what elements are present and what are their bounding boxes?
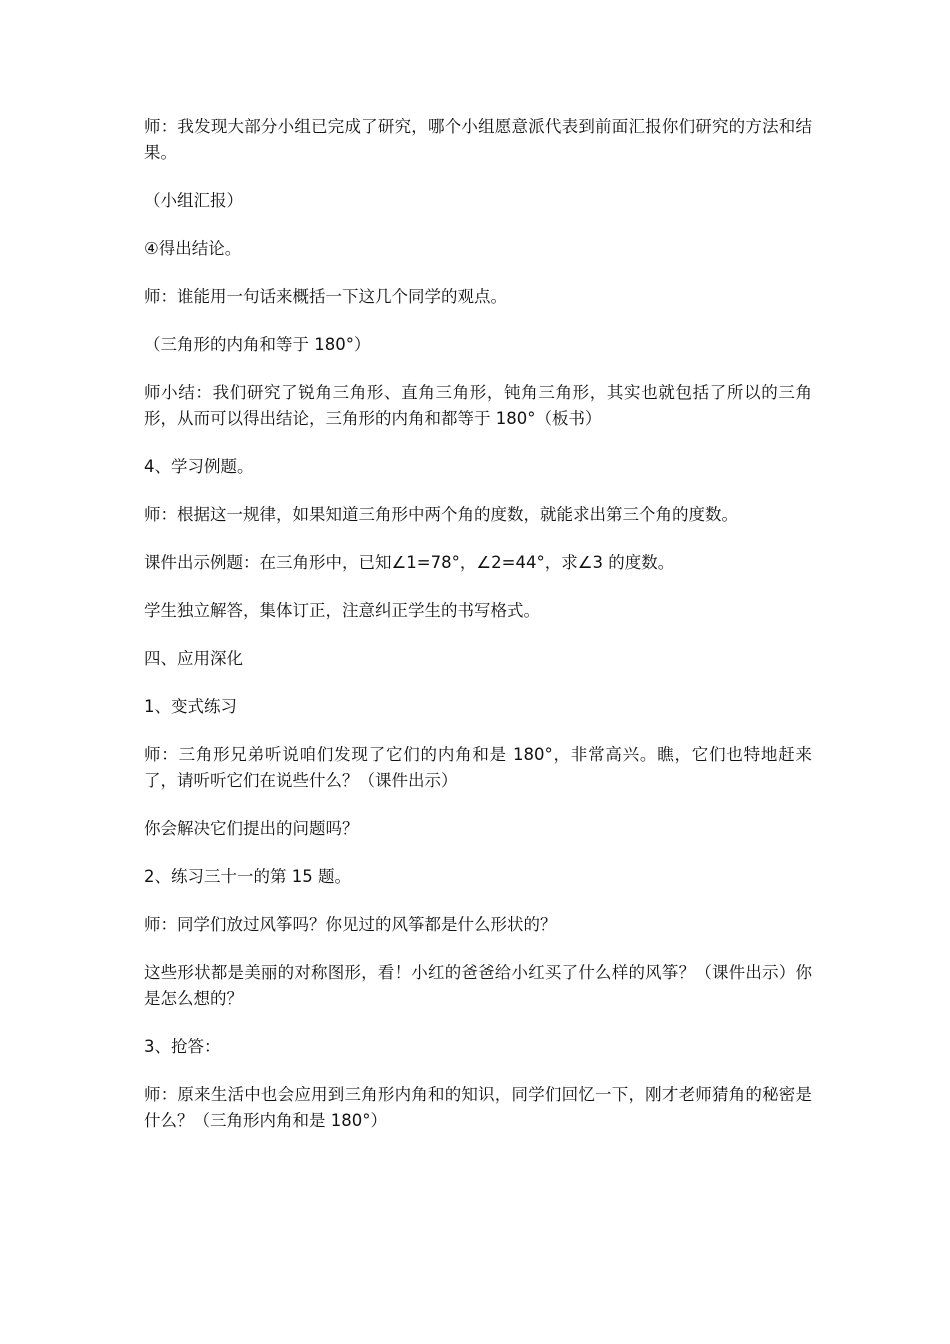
paragraph-kite-shapes: 这些形状都是美丽的对称图形，看！小红的爸爸给小红买了什么样的风筝？（课件出示）你是怎么想的？ bbox=[144, 963, 812, 1008]
paragraph-summarize-question: 师：谁能用一句话来概括一下这几个同学的观点。 bbox=[144, 287, 507, 306]
paragraph-conclusion-step: ④得出结论。 bbox=[144, 239, 242, 258]
paragraph-student-solve: 学生独立解答，集体订正，注意纠正学生的书写格式。 bbox=[144, 601, 540, 620]
paragraph-triangle-brothers: 师：三角形兄弟听说咱们发现了它们的内角和是 180°，非常高兴。瞧，它们也特地赶来了，请听听它们在说些什么？（课件出示） bbox=[144, 745, 812, 790]
paragraph-teacher-summary: 师小结：我们研究了锐角三角形、直角三角形，钝角三角形，其实也就包括了所以的三角形，从而可以得出结论，三角形的内角和都等于 180°（板书） bbox=[144, 383, 812, 428]
document-body bbox=[144, 114, 812, 1156]
paragraph-solve-question: 你会解决它们提出的问题吗？ bbox=[144, 819, 359, 838]
paragraph-group-report: （小组汇报） bbox=[144, 191, 243, 210]
paragraph-example-heading: 4、学习例题。 bbox=[144, 457, 254, 476]
paragraph-exercise-15: 2、练习三十一的第 15 题。 bbox=[144, 867, 351, 886]
paragraph-example-problem: 课件出示例题：在三角形中，已知∠1=78°，∠2=44°，求∠3 的度数。 bbox=[144, 553, 675, 572]
paragraph-report-request: 师：我发现大部分小组已完成了研究，哪个小组愿意派代表到前面汇报你们研究的方法和结果。 bbox=[144, 117, 812, 162]
section-heading-application: 四、应用深化 bbox=[144, 649, 243, 668]
paragraph-angle-sum-answer: （三角形的内角和等于 180°） bbox=[144, 335, 371, 354]
paragraph-quick-answer: 3、抢答： bbox=[144, 1037, 221, 1056]
paragraph-kite-question: 师：同学们放过风筝吗？你见过的风筝都是什么形状的？ bbox=[144, 915, 557, 934]
paragraph-life-application: 师：原来生活中也会应用到三角形内角和的知识，同学们回忆一下，刚才老师猜角的秘密是什么？（三角形内角和是 180°） bbox=[144, 1085, 812, 1130]
paragraph-variation-practice: 1、变式练习 bbox=[144, 697, 237, 716]
paragraph-rule-explanation: 师：根据这一规律，如果知道三角形中两个角的度数，就能求出第三个角的度数。 bbox=[144, 505, 738, 524]
